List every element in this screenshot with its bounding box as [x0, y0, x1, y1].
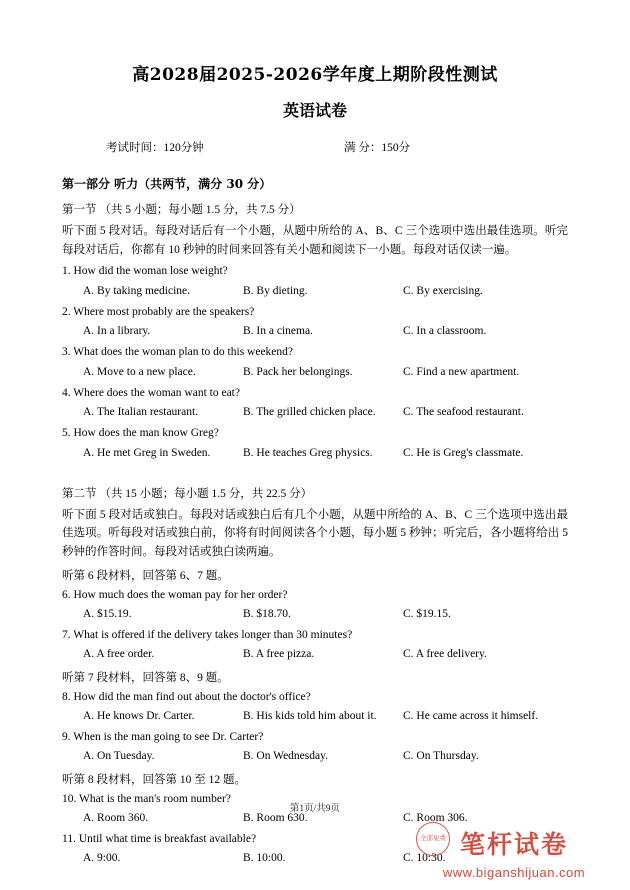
option-a: A. He knows Dr. Carter.	[83, 709, 195, 722]
option-b: B. 10:00.	[243, 852, 286, 865]
option-b: B. He teaches Greg physics.	[243, 446, 373, 459]
watermark	[414, 825, 614, 880]
watermark-brand: 笔杆试卷	[459, 830, 568, 859]
question-options	[62, 283, 568, 300]
question-options	[62, 404, 568, 421]
option-a: A. The Italian restaurant.	[83, 406, 199, 418]
question-options	[62, 323, 568, 340]
section-divider	[62, 462, 568, 476]
option-b: B. By dieting.	[243, 284, 308, 297]
question-stem: 4. Where does the woman want to eat?	[62, 386, 240, 399]
question-options	[62, 445, 568, 462]
section-two-instructions: 听下面 5 段对话或独白。每段对话或独白后有几个小题，从题中所给的 A、B、C 三个选项中选出最佳选项。听每段对话或独白前，你将有时间阅读各个小题，每小题 5 秒钟；听完后，各小题将给出 5 秒钟的作答时间。每段对话或独白读两遍。	[62, 508, 568, 558]
option-c: C. A free delivery.	[403, 648, 487, 661]
question-options	[62, 364, 568, 381]
option-a: A. $15.19.	[83, 607, 132, 620]
section-two-heading: 第二节 （共 15 小题；每小题 1.5 分，共 22.5 分）	[62, 487, 313, 500]
question-stem: 1. How did the woman lose weight?	[62, 265, 228, 278]
question-stem: 8. How did the man find out about the doctor's office?	[62, 690, 311, 703]
question-stem: 9. When is the man going to see Dr. Carter?	[62, 731, 264, 744]
question-stem: 2. Where most probably are the speakers?	[62, 305, 255, 318]
option-c: C. $19.15.	[403, 607, 451, 620]
question-options	[62, 646, 568, 663]
question-stem: 11. Until what time is breakfast available?	[62, 833, 257, 846]
option-b: B. Room 630.	[243, 811, 308, 824]
listening-material-note-6: 听第 6 段材料，回答第 6、7 题。	[62, 569, 229, 582]
option-c: C. Room 306.	[403, 811, 468, 824]
question-options	[62, 748, 568, 765]
page-footer: 第1页/共9页	[289, 804, 341, 814]
option-b: B. In a cinema.	[243, 325, 313, 337]
part-one-heading: 第一部分 听力（共两节，满分 30 分）	[62, 177, 272, 191]
option-b: B. Pack her belongings.	[243, 365, 353, 378]
option-c: C. He came across it himself.	[403, 709, 539, 722]
question-options	[62, 606, 568, 623]
option-a: A. Room 360.	[83, 811, 149, 824]
option-b: B. On Wednesday.	[243, 750, 328, 763]
option-a: A. On Tuesday.	[83, 750, 155, 763]
option-c: C. In a classroom.	[403, 325, 487, 337]
question-stem: 6. How much does the woman pay for her order?	[62, 588, 288, 601]
section-one-instructions: 听下面 5 段对话。每段对话后有一个小题，从题中所给的 A、B、C 三个选项中选出最佳选项。听完每段对话后，你都有 10 秒钟的时间来回答有关小题和阅读下一小题。每段对话仅读一遍。	[62, 225, 568, 256]
option-c: C. The seafood restaurant.	[403, 406, 524, 418]
option-a: A. A free order.	[83, 648, 155, 661]
option-c: C. By exercising.	[403, 284, 483, 297]
listening-material-note-7: 听第 7 段材料，回答第 8、9 题。	[62, 671, 229, 684]
seal-icon: 全部免费	[416, 822, 450, 856]
option-c: C. He is Greg's classmate.	[403, 446, 524, 459]
option-a: A. By taking medicine.	[83, 284, 190, 297]
section-one-heading: 第一节 （共 5 小题；每小题 1.5 分，共 7.5 分）	[62, 204, 301, 216]
option-a: A. In a library.	[83, 325, 151, 337]
question-stem: 10. What is the man's room number?	[62, 792, 231, 805]
question-stem: 7. What is offered if the delivery takes longer than 30 minutes?	[62, 629, 353, 642]
option-b: B. $18.70.	[243, 607, 291, 620]
option-c: C. Find a new apartment.	[403, 365, 520, 378]
question-stem: 5. How does the man know Greg?	[62, 427, 219, 440]
option-a: A. He met Greg in Sweden.	[83, 446, 211, 459]
option-c: C. 10:30.	[403, 852, 446, 865]
exam-meta	[62, 139, 568, 155]
exam-duration: 考试时间：120分钟	[106, 142, 204, 154]
listening-material-note-8: 听第 8 段材料，回答第 10 至 12 题。	[62, 773, 246, 786]
watermark-url: www.biganshijuan.com	[442, 865, 586, 880]
option-a: A. Move to a new place.	[83, 365, 196, 378]
exam-total-score: 满 分：150分	[344, 142, 411, 154]
option-a: A. 9:00.	[83, 852, 121, 865]
question-options	[62, 708, 568, 725]
option-c: C. On Thursday.	[403, 750, 479, 763]
option-b: B. The grilled chicken place.	[243, 406, 376, 418]
page-subtitle: 英语试卷	[282, 101, 347, 120]
page-title: 高2028届2025-2026学年度上期阶段性测试	[132, 65, 498, 85]
option-b: B. A free pizza.	[243, 648, 315, 661]
question-stem: 3. What does the woman plan to do this weekend?	[62, 346, 294, 359]
option-b: B. His kids told him about it.	[243, 709, 377, 722]
